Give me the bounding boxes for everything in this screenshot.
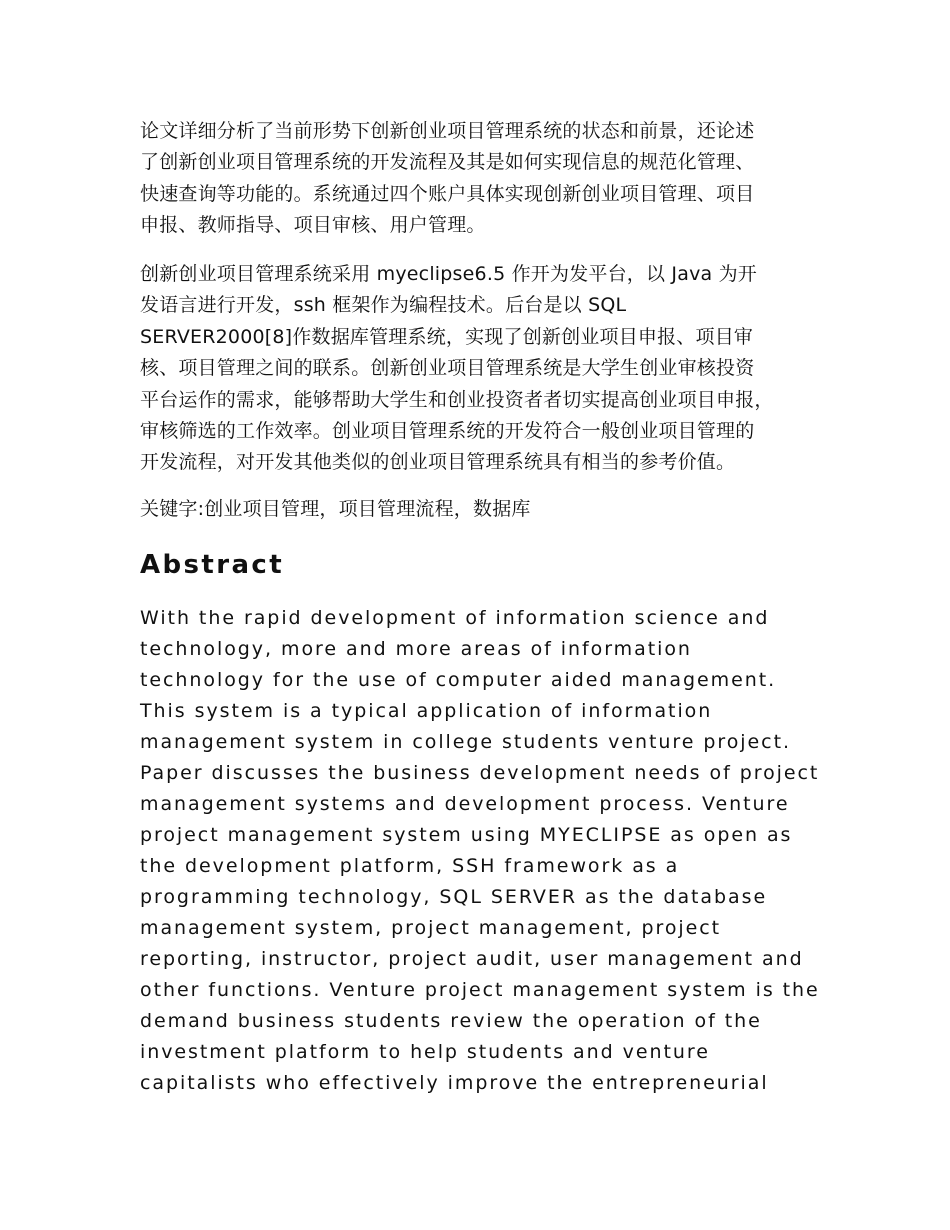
text-line: 快速查询等功能的。系统通过四个账户具体实现创新创业项目管理、项目 bbox=[140, 182, 755, 205]
abstract-line: programming technology, SQL SERVER as the database bbox=[140, 886, 768, 908]
intro-paragraph bbox=[140, 116, 830, 242]
text-line: 了创新创业项目管理系统的开发流程及其是如何实现信息的规范化管理、 bbox=[140, 151, 755, 174]
text-line: 开发流程，对开发其他类似的创业项目管理系统具有相当的参考价值。 bbox=[140, 451, 736, 474]
abstract-line: reporting, instructor, project audit, user management and bbox=[140, 948, 804, 970]
text-line: 创新创业项目管理系统采用 myeclipse6.5 作开为发平台，以 Java 为开 bbox=[140, 263, 758, 285]
abstract-heading: Abstract bbox=[140, 550, 285, 580]
text-line: 核、项目管理之间的联系。创新创业项目管理系统是大学生创业审核投资 bbox=[140, 357, 755, 380]
abstract-line: capitalists who effectively improve the entrepreneurial bbox=[140, 1072, 769, 1094]
keywords-text: 关键字:创业项目管理，项目管理流程，数据库 bbox=[140, 498, 531, 520]
abstract-line: management systems and development process. Venture bbox=[140, 793, 790, 815]
abstract-line: management system in college students venture project. bbox=[140, 731, 791, 753]
text-line: 申报、教师指导、项目审核、用户管理。 bbox=[140, 214, 486, 237]
text-line: SERVER2000[8]作数据库管理系统，实现了创新创业项目申报、项目审 bbox=[140, 325, 754, 348]
abstract-line: technology, more and more areas of information bbox=[140, 638, 692, 660]
abstract-line: With the rapid development of information science and bbox=[140, 607, 770, 629]
text-line: 论文详细分析了当前形势下创新创业项目管理系统的状态和前景，还论述 bbox=[140, 120, 755, 142]
abstract-line: the development platform, SSH framework as a bbox=[140, 855, 680, 877]
abstract-line: other functions. Venture project management system is the bbox=[140, 979, 820, 1001]
abstract-line: Paper discusses the business development needs of project bbox=[140, 762, 820, 784]
abstract-body bbox=[140, 603, 830, 1099]
abstract-line: project management system using MYECLIPSE as open as bbox=[140, 824, 793, 846]
keywords-line bbox=[140, 494, 830, 525]
abstract-line: technology for the use of computer aided management. bbox=[140, 669, 777, 691]
system-description-paragraph bbox=[140, 259, 830, 479]
text-line: 平台运作的需求，能够帮助大学生和创业投资者者切实提高创业项目申报， bbox=[140, 388, 774, 411]
text-line: 发语言进行开发，ssh 框架作为编程技术。后台是以 SQL bbox=[140, 294, 627, 317]
abstract-line: investment platform to help students and venture bbox=[140, 1041, 710, 1063]
abstract-line: management system, project management, project bbox=[140, 917, 722, 939]
abstract-line: demand business students review the operation of the bbox=[140, 1010, 762, 1032]
abstract-line: This system is a typical application of information bbox=[140, 700, 713, 722]
text-line: 审核筛选的工作效率。创业项目管理系统的开发符合一般创业项目管理的 bbox=[140, 420, 755, 443]
